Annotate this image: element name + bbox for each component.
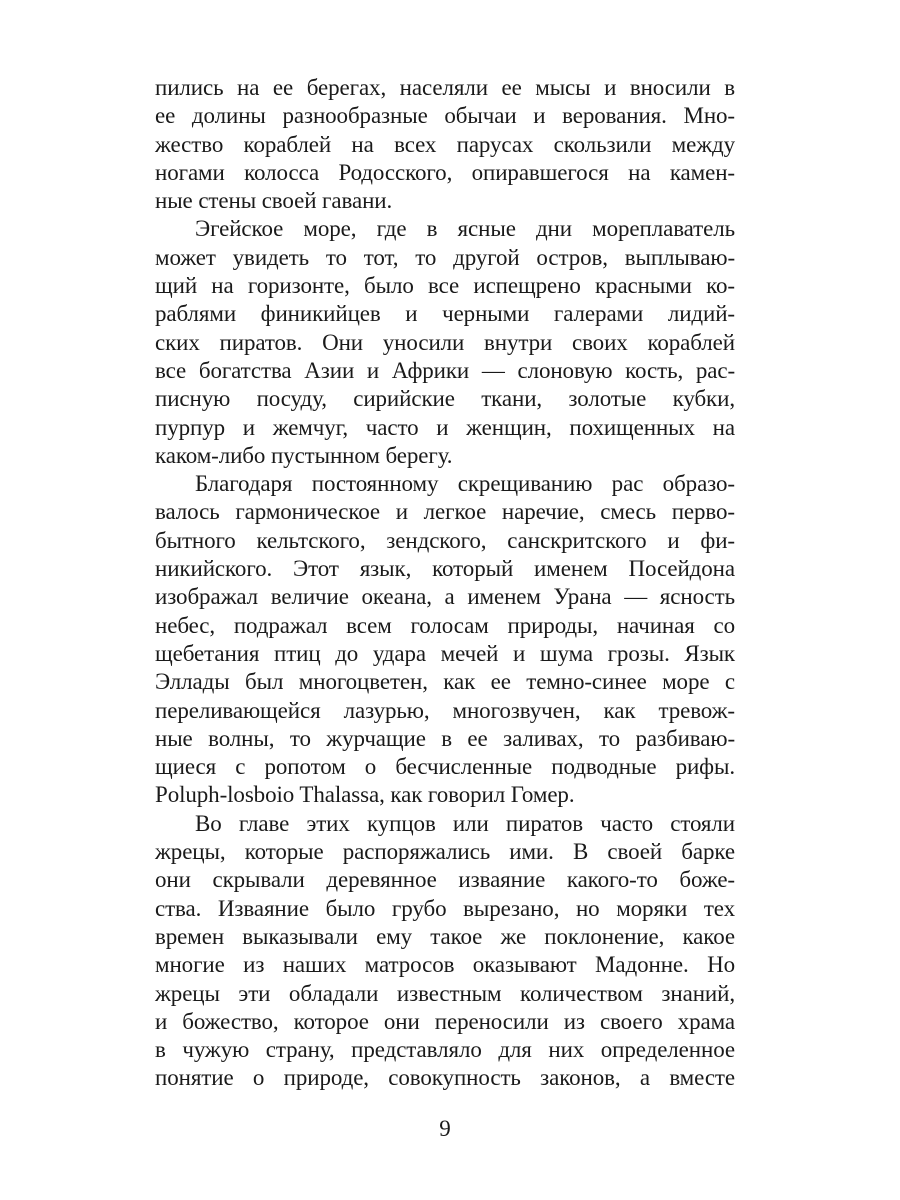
text-line: бытного кельтского, зендского, санскритского и фи- [155, 527, 735, 553]
text-line: никийского. Этот язык, который именем Посейдона [155, 556, 735, 582]
text-line: многие из наших матросов оказывают Мадонне. Но [155, 952, 735, 978]
text-line: и божество, которое они переносили из своего храма [155, 1008, 735, 1034]
paragraph [155, 810, 735, 1093]
text-line: щебетания птиц до удара мечей и шума грозы. Язык [155, 640, 735, 666]
text-line: каком-либо пустынном берегу. [155, 442, 453, 468]
paragraph [155, 215, 735, 470]
text-line: ее долины разнообразные обычаи и верования. Мно- [155, 103, 735, 129]
paragraph [155, 74, 735, 215]
text-line: изображал величие океана, а именем Урана — ясность [155, 584, 735, 610]
text-line: валось гармоническое и легкое наречие, смесь перво- [155, 499, 735, 525]
text-line: понятие о природе, совокупность законов, а вместе [155, 1065, 735, 1091]
page-text [155, 74, 735, 1093]
text-line: пурпур и жемчуг, часто и женщин, похищенных на [155, 414, 735, 440]
text-line: щий на горизонте, было все испещрено красными ко- [155, 273, 735, 299]
text-line: ные волны, то журчащие в ее заливах, то разбиваю- [155, 725, 735, 751]
text-line: ные стены своей гавани. [155, 188, 393, 214]
text-line: Эгейское море, где в ясные дни мореплаватель [195, 216, 735, 242]
text-line: Во главе этих купцов или пиратов часто стояли [195, 810, 735, 836]
text-line: времен выказывали ему такое же поклонение, какое [155, 923, 735, 949]
text-line: они скрывали деревянное изваяние какого-то боже- [155, 867, 735, 893]
page-number: 9 [439, 1116, 451, 1141]
text-line: пились на ее берегах, населяли ее мысы и вносили в [155, 75, 735, 100]
text-line: Эллады был многоцветен, как ее темно-синее море с [155, 669, 735, 695]
text-line: в чужую страну, представляло для них определенное [155, 1037, 735, 1063]
text-line: жрецы, которые распоряжались ими. В своей барке [155, 839, 735, 865]
text-line: Благодаря постоянному скрещиванию рас образо- [195, 471, 735, 497]
text-line: раблями финикийцев и черными галерами лидий- [155, 301, 735, 327]
text-line: ских пиратов. Они уносили внутри своих кораблей [155, 329, 735, 355]
text-line: щиеся с ропотом о бесчисленные подводные рифы. [155, 754, 735, 780]
text-line: ства. Изваяние было грубо вырезано, но моряки тех [155, 895, 735, 921]
paragraph [155, 470, 735, 810]
text-line: ногами колосса Родосского, опиравшегося на камен- [155, 159, 735, 185]
text-line: жрецы эти обладали известным количеством знаний, [155, 980, 735, 1006]
text-line: переливающейся лазурью, многозвучен, как тревож- [155, 697, 735, 723]
text-line: жество кораблей на всех парусах скользили между [155, 131, 735, 157]
text-line: может увидеть то тот, то другой остров, выплываю- [155, 244, 735, 270]
text-line: все богатства Азии и Африки — слоновую кость, рас- [155, 357, 735, 383]
text-line: небес, подражал всем голосам природы, начиная со [155, 612, 735, 638]
text-line: Poluph-losboio Thalassa, как говорил Гомер. [155, 782, 575, 808]
text-line: писную посуду, сирийские ткани, золотые кубки, [155, 386, 735, 412]
